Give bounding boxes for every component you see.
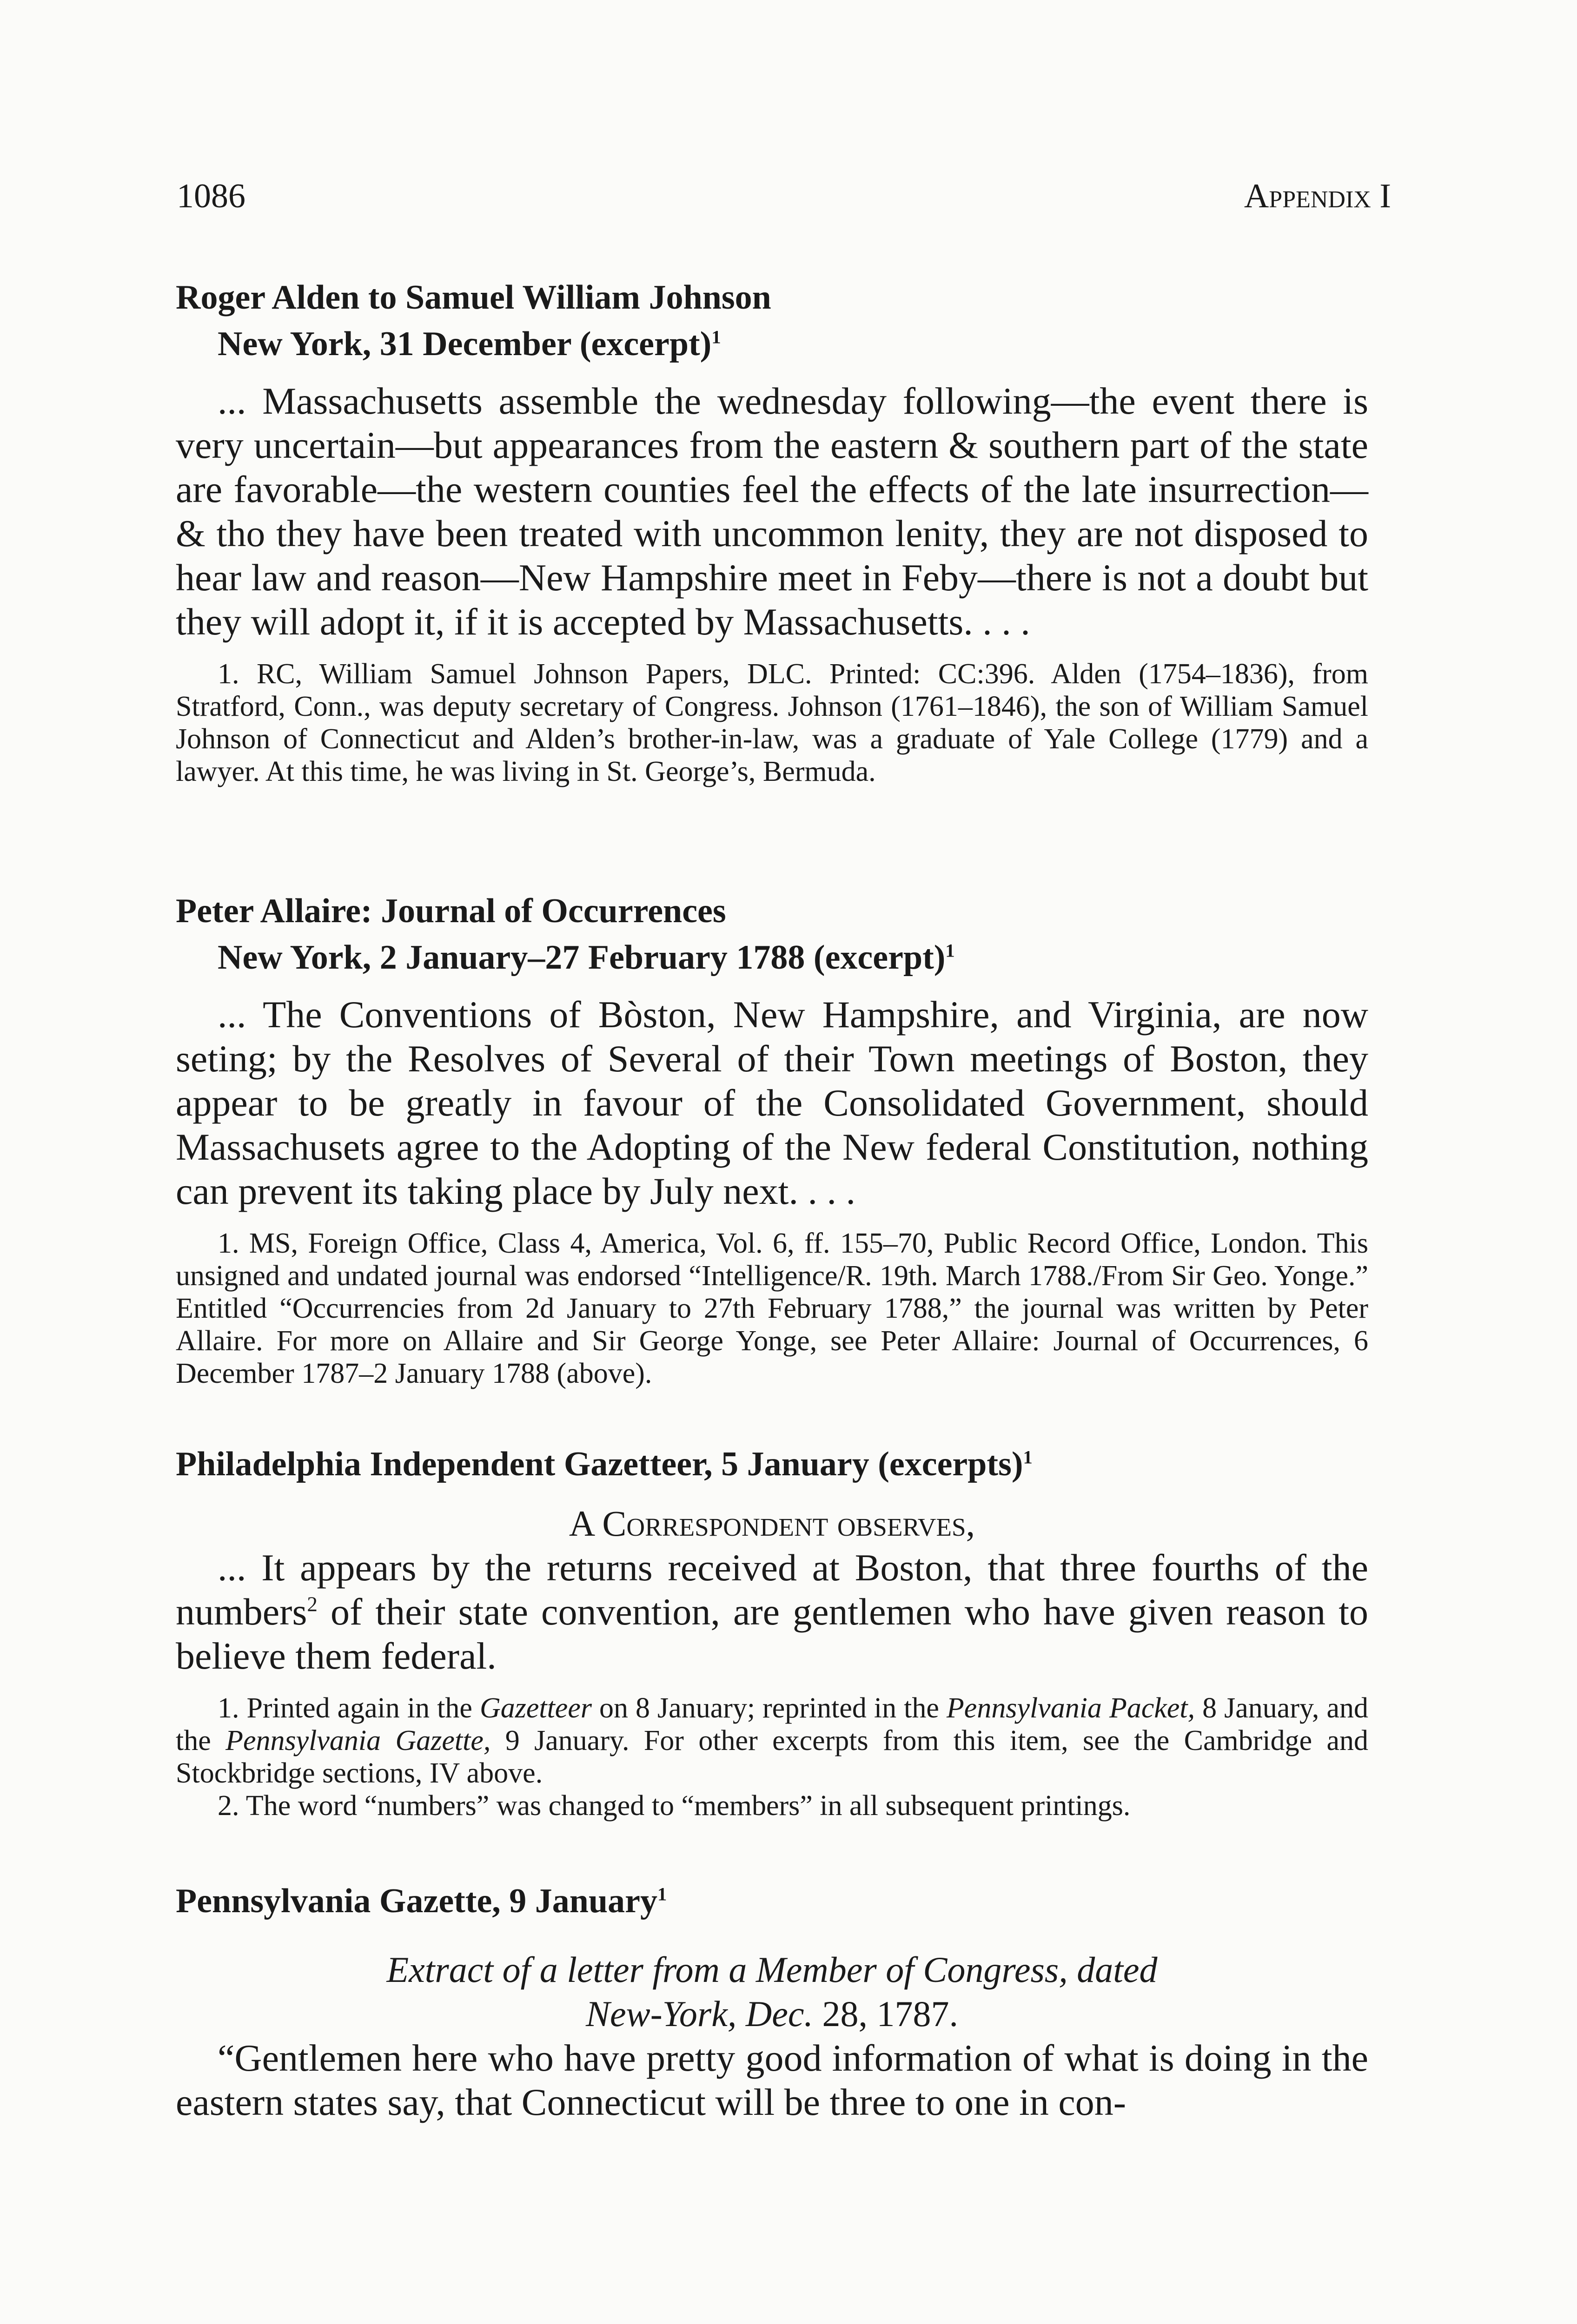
note-italic: Pennsylvania Gazette, xyxy=(225,1725,491,1756)
note-text: 9 January. For other excerpts from this item, see the Cambridge and Stockbridge sections, IV above. xyxy=(176,1725,1368,1789)
section-subtitle xyxy=(176,934,1368,981)
subtitle-text: New York, 31 December (excerpt) xyxy=(218,325,712,363)
article-text-part: of their state convention, are gentlemen who have given reason to believe them federal. xyxy=(176,1591,1368,1677)
section-alden-johnson xyxy=(176,274,1368,788)
subtitle-text: New York, 2 January–27 February 1788 (excerpt) xyxy=(218,938,946,977)
journal-text: ... The Conventions of Bòston, New Hampshire, and Virginia, are now seting; by the Resolves of Several of their Town meetings of Boston, they appear to be greatly in favour of the Consolidated Government, should Massachusets agree to the Adopting of the New federal Constitution, nothing can prevent its taking place by July next. . . . xyxy=(176,993,1368,1212)
footnote xyxy=(176,1692,1368,1789)
footnote-marker: 2 xyxy=(307,1592,318,1616)
footnote: 2. The word “numbers” was changed to “members” in all subsequent printings. xyxy=(218,1790,1131,1822)
note-text: 1. Printed again in the xyxy=(218,1692,480,1724)
article-heading: A Correspondent observes, xyxy=(569,1503,975,1544)
note-text: on 8 January; reprinted in the xyxy=(591,1692,947,1724)
section-title xyxy=(176,1878,1368,1924)
section-title: Peter Allaire: Journal of Occurrences xyxy=(176,892,726,930)
footnote-marker: 1 xyxy=(945,940,955,961)
note-italic: Gazetteer xyxy=(479,1692,592,1724)
section-title xyxy=(176,1441,1368,1487)
footnote-marker: 1 xyxy=(657,1883,667,1905)
note-italic: Pennsylvania Packet, xyxy=(946,1692,1195,1724)
section-independent-gazetteer xyxy=(176,1441,1368,1822)
section-pennsylvania-gazette xyxy=(176,1878,1368,2124)
running-head: Appendix I xyxy=(1244,177,1391,215)
letter-text: ... Massachusetts assemble the wednesday following—the event there is very uncertain—but appearances from the eastern & southern part of the state are favorable—the western counties feel the effects of the late insurrection—& tho they have been treated with uncommon lenity, they are not disposed to hear law and reason—New Hampshire meet in Feby—there is not a doubt but they will adopt it, if it is accepted by Massachusetts. . . . xyxy=(176,380,1368,643)
footnote-marker: 1 xyxy=(711,326,721,348)
title-text: Pennsylvania Gazette, 9 January xyxy=(176,1882,657,1920)
page-number: 1086 xyxy=(177,177,245,215)
dateline: Extract of a letter from a Member of Congress, dated xyxy=(386,1949,1158,1990)
article-text-part: ... It appears by the returns received at Boston, that three fourths of the numbers xyxy=(176,1546,1368,1633)
note-text: 8 January, and the xyxy=(176,1692,1368,1756)
dateline-day: 28, 1787. xyxy=(813,1994,958,2034)
footnote: 1. RC, William Samuel Johnson Papers, DLC. Printed: CC:396. Alden (1754–1836), from Stratford, Conn., was deputy secretary of Congress. Johnson (1761–1846), the son of William Samuel Johnson of Connecticut and Alden’s brother-in-law, was a graduate of Yale College (1779) and a lawyer. At this time, he was living in St. George’s, Bermuda. xyxy=(176,658,1368,787)
section-title: Roger Alden to Samuel William Johnson xyxy=(176,278,771,317)
letter-text: “Gentlemen here who have pretty good information of what is doing in the eastern states say, that Connecticut will be three to one in con- xyxy=(176,2037,1368,2123)
article-text xyxy=(176,1545,1368,1678)
dateline-date xyxy=(176,1992,1368,2036)
section-subtitle xyxy=(176,321,1368,367)
footnote: 1. MS, Foreign Office, Class 4, America, Vol. 6, ff. 155–70, Public Record Office, London. This unsigned and undated journal was endorsed “Intelligence/R. 19th. March 1788./From Sir Geo. Yonge.” Entitled “Occurrencies from 2d January to 27th February 1788,” the journal was written by Peter Allaire. For more on Allaire and Sir George Yonge, see Peter Allaire: Journal of Occurrences, 6 December 1787–2 January 1788 (above). xyxy=(176,1228,1368,1389)
dateline-place: New-York, Dec. xyxy=(586,1994,813,2034)
page-header xyxy=(177,177,1391,228)
section-allaire-journal xyxy=(176,888,1368,1390)
title-text: Philadelphia Independent Gazetteer, 5 January (excerpts) xyxy=(176,1445,1023,1483)
footnote-marker: 1 xyxy=(1023,1446,1033,1468)
